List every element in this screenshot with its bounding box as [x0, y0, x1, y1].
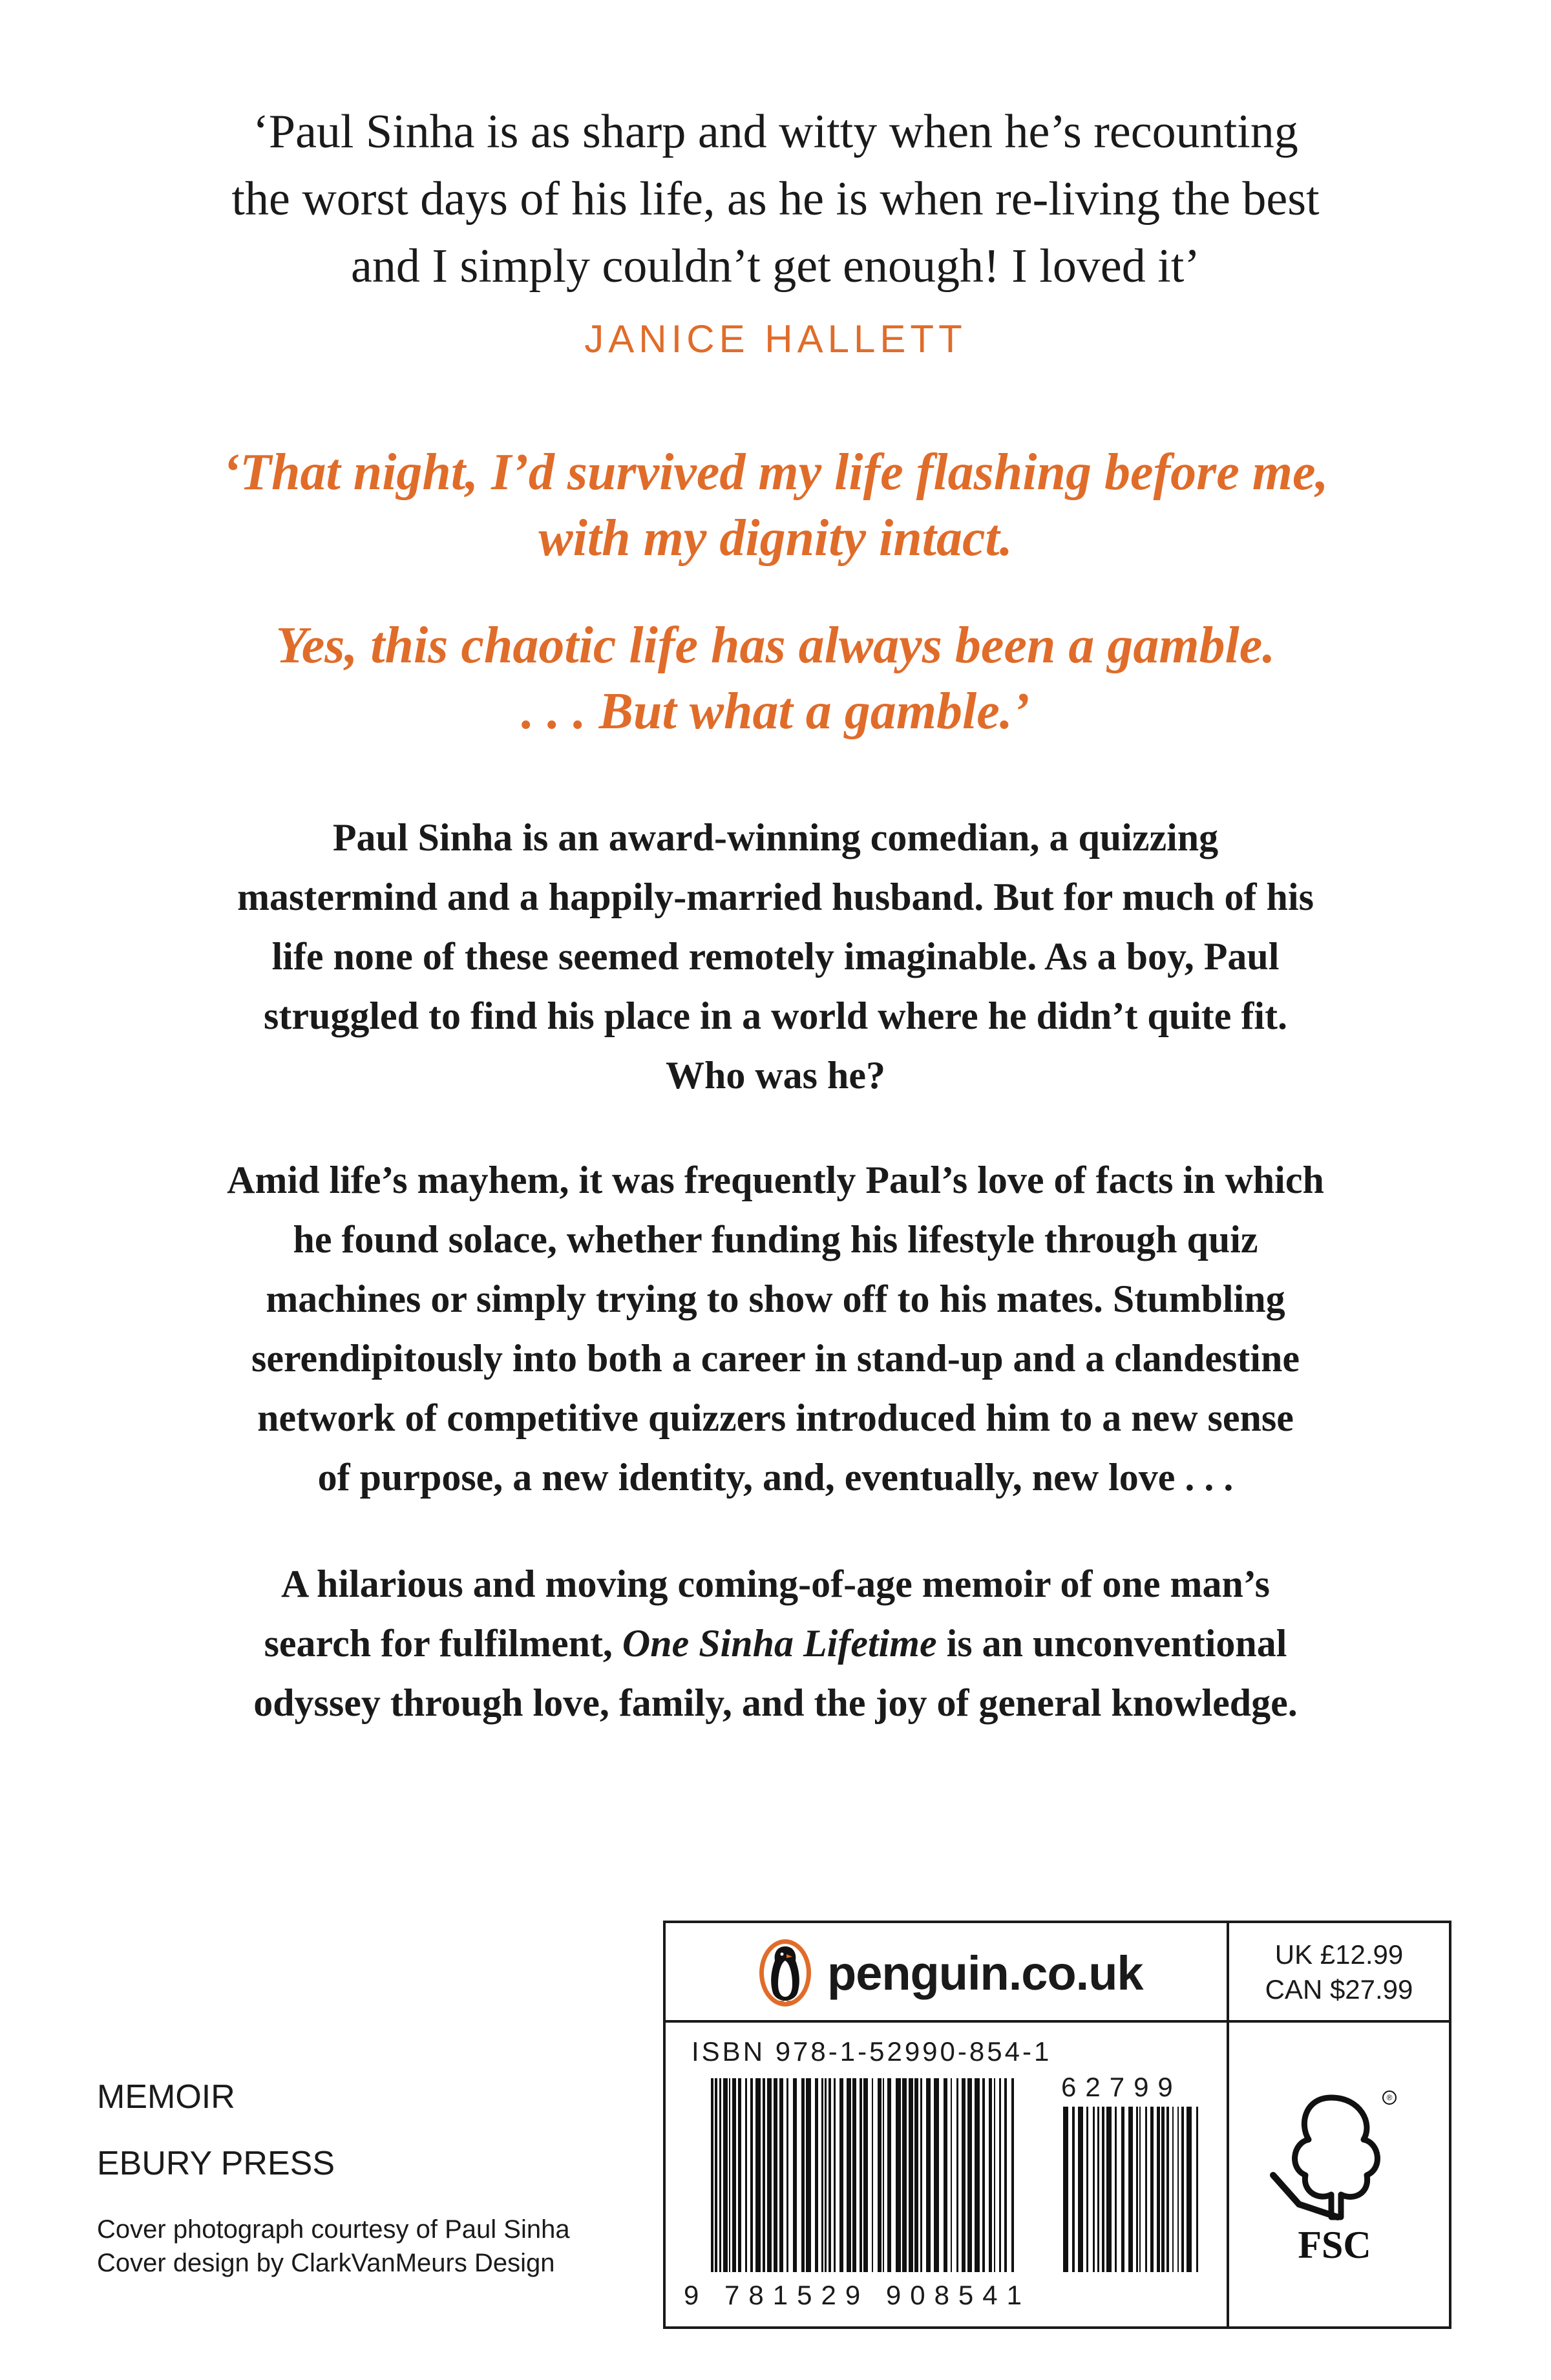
addon-digits: 62799 — [1061, 2072, 1182, 2102]
excerpt-line: ‘That night, I’d survived my life flashing before me, — [222, 444, 1329, 501]
barcode-bar — [852, 2078, 856, 2272]
barcode-bar — [1150, 2107, 1154, 2272]
publisher-label: EBURY PRESS — [97, 2145, 335, 2182]
barcode-bar — [1157, 2107, 1160, 2272]
barcode-bar — [883, 2078, 884, 2272]
barcode-bar — [863, 2078, 868, 2272]
barcode-bar — [732, 2078, 736, 2272]
barcode-bar — [1097, 2107, 1099, 2272]
blurb-text: search for fulfilment, — [264, 1622, 622, 1665]
barcode-bar — [801, 2078, 805, 2272]
barcode-bar — [920, 2078, 922, 2272]
barcode-bar — [1136, 2107, 1138, 2272]
barcode-box — [663, 1921, 1451, 2329]
barcode-bar — [934, 2078, 939, 2272]
divider — [666, 2020, 1449, 2023]
blurb-line: serendipitously into both a career in stand-up and a clandestine — [251, 1337, 1300, 1380]
barcode-bar — [821, 2078, 823, 2272]
barcode-bar — [774, 2078, 777, 2272]
barcode-bar — [944, 2078, 947, 2272]
barcode-bar — [909, 2078, 913, 2272]
excerpt-paragraph-1 — [129, 439, 1422, 571]
barcode-bar — [1166, 2107, 1169, 2272]
barcode-bar — [1139, 2107, 1141, 2272]
barcode-bar — [1115, 2107, 1117, 2272]
blurb-line: of purpose, a new identity, and, eventually, new love . . . — [317, 1456, 1234, 1499]
barcode-bar — [793, 2078, 797, 2272]
blurb-line: network of competitive quizzers introduced him to a new sense — [257, 1396, 1294, 1439]
barcode-bar — [815, 2078, 818, 2272]
blurb-line: Who was he? — [665, 1054, 886, 1097]
credit-line: Cover photograph courtesy of Paul Sinha — [97, 2215, 570, 2244]
barcode-bar — [1177, 2107, 1179, 2272]
barcode-bar — [989, 2078, 992, 2272]
barcode-bar — [1128, 2107, 1133, 2272]
barcode-bar — [763, 2078, 765, 2272]
book-title: One Sinha Lifetime — [622, 1622, 937, 1665]
barcode-bar — [1063, 2107, 1068, 2272]
excerpt-line: with my dignity intact. — [538, 510, 1013, 567]
barcode-bar — [1078, 2107, 1083, 2272]
barcode-bar — [1161, 2107, 1165, 2272]
blurb-line: he found solace, whether funding his lifestyle through quiz — [293, 1218, 1258, 1261]
barcode-bar — [926, 2078, 931, 2272]
barcode-bar — [967, 2078, 972, 2272]
barcode-bar — [975, 2078, 980, 2272]
quote-line: ‘Paul Sinha is as sharp and witty when he’s recounting — [253, 105, 1298, 158]
barcode-bar — [1102, 2107, 1104, 2272]
barcode-bar — [956, 2078, 958, 2272]
publisher-logo — [756, 1937, 1143, 2008]
barcode-bar — [1106, 2107, 1112, 2272]
blurb-line: A hilarious and moving coming-of-age memoir of one man’s — [281, 1563, 1270, 1605]
barcode-bar — [825, 2078, 827, 2272]
barcode-bar — [1172, 2107, 1174, 2272]
barcode-bar — [828, 2078, 831, 2272]
excerpt-line: . . . But what a gamble.’ — [521, 683, 1030, 740]
barcode-bar — [1121, 2107, 1124, 2272]
quote-line: and I simply couldn’t get enough! I loved it’ — [351, 240, 1200, 293]
ean-barcode — [711, 2078, 1015, 2272]
barcode-bar — [723, 2078, 728, 2272]
barcode-bar — [982, 2078, 985, 2272]
barcode-bar — [1004, 2078, 1007, 2272]
addon-barcode — [1063, 2107, 1205, 2272]
blurb-text: is an unconventional — [936, 1622, 1287, 1665]
barcode-bar — [786, 2078, 788, 2272]
blurb-line: machines or simply trying to show off to his mates. Stumbling — [266, 1278, 1285, 1320]
blurb-paragraph-1 — [103, 808, 1448, 1105]
barcode-bar — [847, 2078, 851, 2272]
barcode-bar — [719, 2078, 721, 2272]
blurb-line: odyssey through love, family, and the joy of general knowledge. — [253, 1681, 1298, 1724]
barcode-bar — [994, 2078, 995, 2272]
barcode-bar — [860, 2078, 862, 2272]
barcode-bar — [738, 2078, 741, 2272]
barcode-bar — [1187, 2107, 1192, 2272]
barcode-bar — [806, 2078, 811, 2272]
isbn-text: ISBN 978-1-52990-854-1 — [691, 2036, 1052, 2067]
barcode-bar — [999, 2078, 1001, 2272]
cover-credits — [97, 2213, 570, 2280]
barcode-bar — [914, 2078, 918, 2272]
barcode-bar — [729, 2078, 730, 2272]
barcode-bar — [878, 2078, 881, 2272]
barcode-bar — [1145, 2107, 1147, 2272]
publisher-website: penguin.co.uk — [827, 1946, 1143, 2000]
blurb-line: life none of these seemed remotely imaginable. As a boy, Paul — [271, 935, 1280, 978]
penguin-logo-icon — [756, 1937, 814, 2008]
endorsement-quote — [162, 98, 1389, 300]
barcode-bar — [834, 2078, 836, 2272]
barcode-bar — [779, 2078, 783, 2272]
barcode-bar — [839, 2078, 843, 2272]
barcode-bar — [1093, 2107, 1095, 2272]
blurb-line — [103, 1614, 1448, 1673]
barcode-bar — [1196, 2107, 1198, 2272]
fsc-registered-mark: ® — [1386, 2093, 1393, 2102]
barcode-bar — [711, 2078, 713, 2272]
blurb-line: Amid life’s mayhem, it was frequently Paul’s love of facts in which — [227, 1159, 1324, 1201]
barcode-bar — [1086, 2107, 1088, 2272]
blurb-line: mastermind and a happily-married husband. But for much of his — [237, 876, 1314, 918]
barcode-bar — [1181, 2107, 1184, 2272]
blurb-paragraph-2 — [103, 1150, 1448, 1507]
genre-label: MEMOIR — [97, 2078, 235, 2116]
barcode-bar — [951, 2078, 952, 2272]
barcode-bar — [1011, 2078, 1014, 2272]
price-can: CAN $27.99 — [1265, 1974, 1413, 2005]
fsc-label: FSC — [1298, 2224, 1371, 2266]
blurb-line: struggled to find his place in a world where he didn’t quite fit. — [264, 995, 1287, 1037]
barcode-bar — [715, 2078, 717, 2272]
barcode-bar — [767, 2078, 772, 2272]
credit-line: Cover design by ClarkVanMeurs Design — [97, 2249, 555, 2277]
quote-attribution: JANICE HALLETT — [584, 317, 967, 361]
barcode-bar — [872, 2078, 873, 2272]
barcode-bar — [896, 2078, 901, 2272]
excerpt-paragraph-2 — [129, 613, 1422, 744]
price-block — [1229, 1937, 1449, 2007]
barcode-bar — [745, 2078, 747, 2272]
quote-line: the worst days of his life, as he is when re-living the best — [231, 173, 1320, 226]
excerpt-line: Yes, this chaotic life has always been a gamble. — [275, 617, 1276, 674]
fsc-logo-icon — [1260, 2078, 1409, 2272]
barcode-bar — [902, 2078, 907, 2272]
barcode-bar — [750, 2078, 753, 2272]
price-uk: UK £12.99 — [1274, 1939, 1404, 1970]
ean-digits: 9 781529 908541 — [684, 2280, 1031, 2310]
blurb-paragraph-3 — [103, 1554, 1448, 1732]
blurb-line: Paul Sinha is an award-winning comedian, a quizzing — [332, 816, 1219, 859]
barcode-bar — [755, 2078, 761, 2272]
barcode-bar — [887, 2078, 891, 2272]
barcode-bar — [1072, 2107, 1075, 2272]
barcode-bar — [962, 2078, 965, 2272]
